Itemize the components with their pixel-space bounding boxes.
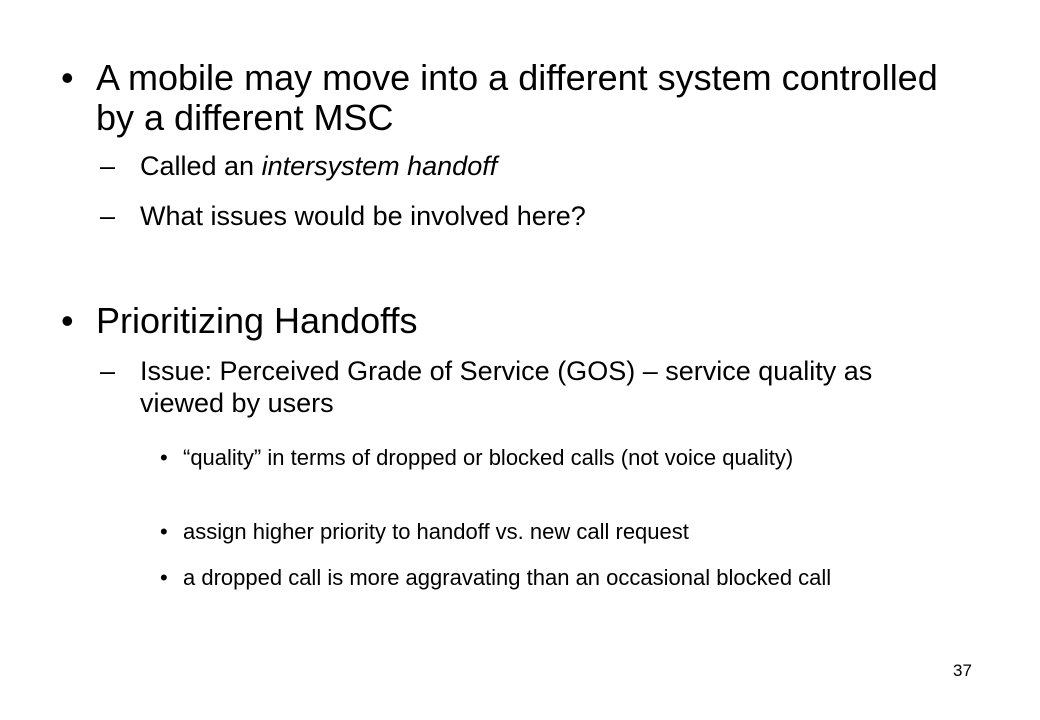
intersystem-handoff-emphasis: intersystem handoff (261, 151, 498, 181)
sub-bullet-issue-gos (100, 355, 960, 419)
bullet-marker: • (160, 519, 168, 544)
bullet-marker: • (61, 300, 74, 341)
sub-sub-bullet-priority (160, 518, 960, 545)
bullet-mobile-move (61, 58, 961, 138)
page-number: 37 (953, 661, 972, 680)
sub-sub-bullet-text: assign higher priority to handoff vs. new call request (183, 519, 689, 544)
sub-sub-bullet-dropped-call (160, 564, 960, 591)
sub-bullet-prefix: Called an (140, 151, 262, 181)
sub-bullet-issues (100, 200, 960, 232)
dash-marker: – (100, 201, 116, 231)
sub-bullet-text: What issues would be involved here? (140, 201, 586, 231)
bullet-prioritizing-handoffs (61, 301, 961, 341)
sub-sub-bullet-text: “quality” in terms of dropped or blocked calls (not voice quality) (183, 445, 794, 470)
bullet-marker: • (160, 445, 168, 470)
bullet-text: Prioritizing Handoffs (96, 300, 418, 341)
sub-sub-bullet-quality (160, 444, 960, 471)
dash-marker: – (100, 356, 116, 386)
bullet-marker: • (61, 57, 74, 98)
sub-bullet-text: Issue: Perceived Grade of Service (GOS) – service quality as viewed by users (140, 356, 873, 418)
sub-sub-bullet-text: a dropped call is more aggravating than an occasional blocked call (183, 565, 832, 590)
bullet-text: A mobile may move into a different system controlled by a different MSC (96, 57, 938, 138)
sub-bullet-intersystem-handoff (100, 150, 960, 182)
dash-marker: – (100, 151, 116, 181)
sub-bullet-text (140, 150, 960, 182)
bullet-marker: • (160, 565, 168, 590)
